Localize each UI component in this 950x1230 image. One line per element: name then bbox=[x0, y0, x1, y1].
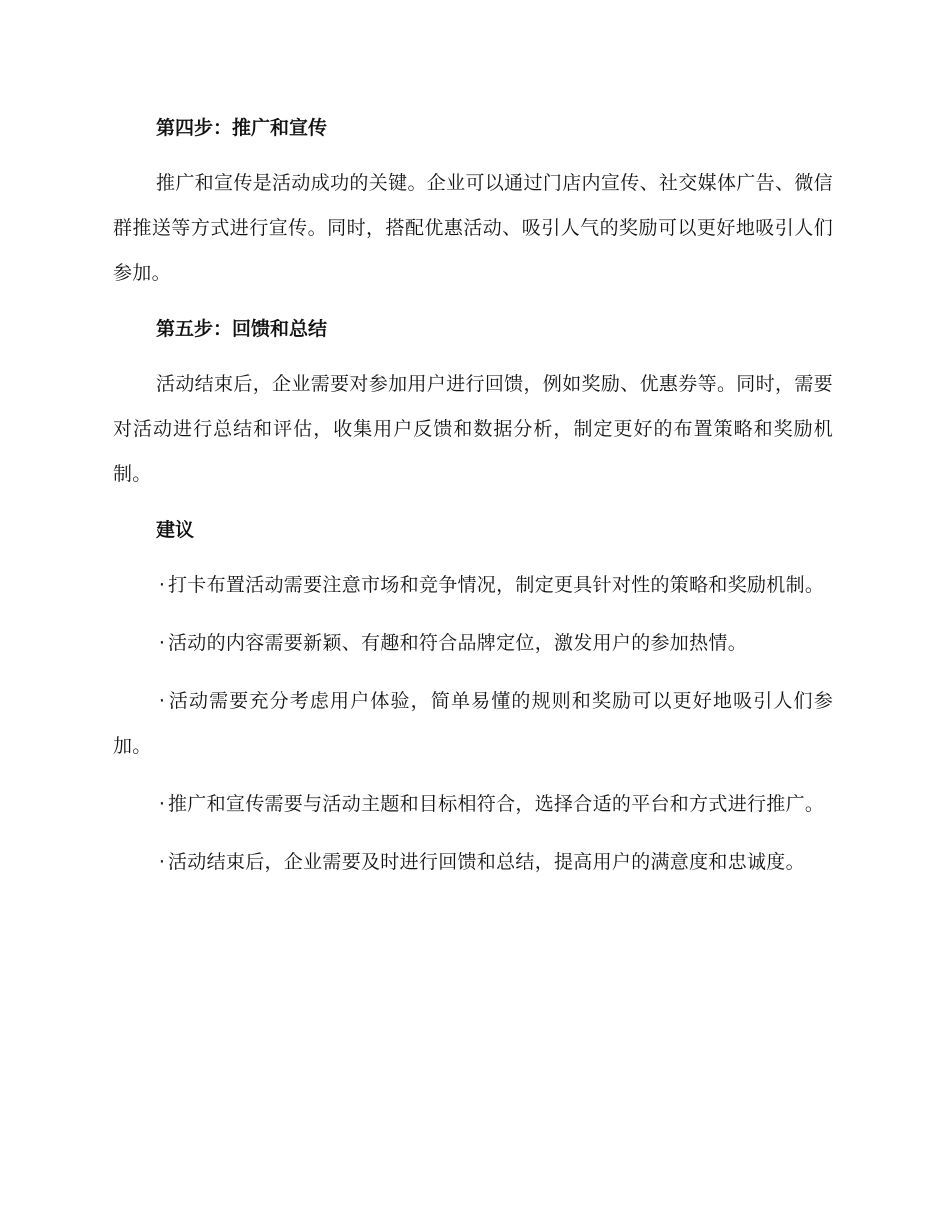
suggestion-item bbox=[113, 840, 833, 885]
suggestions-heading: 建议 bbox=[156, 519, 195, 541]
section-body-step4: 推广和宣传是活动成功的关键。企业可以通过门店内宣传、社交媒体广告、微信群推送等方式进行宣传。同时，搭配优惠活动、吸引人气的奖励可以更好地吸引人们参加。 bbox=[113, 172, 833, 284]
suggestion-item bbox=[113, 621, 833, 666]
suggestion-item bbox=[113, 563, 833, 608]
suggestion-item bbox=[113, 782, 833, 827]
section-heading-step4: 第四步：推广和宣传 bbox=[156, 117, 328, 139]
bullet-icon: · bbox=[158, 574, 166, 596]
suggestion-text: 打卡布置活动需要注意市场和竞争情况，制定更具针对性的策略和奖励机制。 bbox=[168, 574, 825, 596]
bullet-icon: · bbox=[158, 851, 166, 873]
suggestion-item bbox=[113, 679, 833, 769]
document-content bbox=[113, 105, 833, 898]
bullet-icon: · bbox=[158, 632, 166, 654]
section-heading-step5: 第五步：回馈和总结 bbox=[156, 318, 328, 340]
suggestion-text: 活动需要充分考虑用户体验，简单易懂的规则和奖励可以更好地吸引人们参加。 bbox=[113, 690, 833, 757]
bullet-icon: · bbox=[158, 690, 166, 712]
bullet-icon: · bbox=[158, 793, 166, 815]
section-body-step5: 活动结束后，企业需要对参加用户进行回馈，例如奖励、优惠券等。同时，需要对活动进行总结和评估，收集用户反馈和数据分析，制定更好的布置策略和奖励机制。 bbox=[113, 373, 833, 485]
suggestion-text: 活动结束后，企业需要及时进行回馈和总结，提高用户的满意度和忠诚度。 bbox=[168, 851, 805, 873]
suggestion-text: 推广和宣传需要与活动主题和目标相符合，选择合适的平台和方式进行推广。 bbox=[168, 793, 825, 815]
suggestion-text: 活动的内容需要新颖、有趣和符合品牌定位，激发用户的参加热情。 bbox=[168, 632, 748, 654]
